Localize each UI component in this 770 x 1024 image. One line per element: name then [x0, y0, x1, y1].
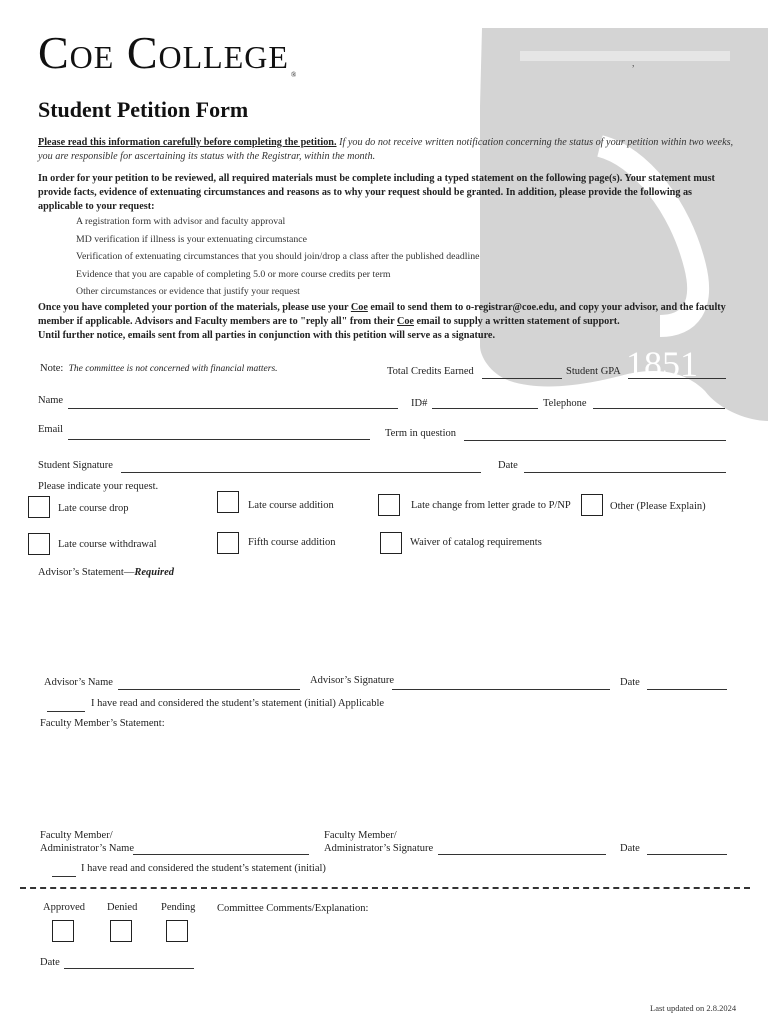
term-label: Term in question	[385, 428, 457, 439]
name-field[interactable]	[68, 408, 398, 409]
other-label: Other (Please Explain)	[610, 501, 706, 512]
list-item: Other circumstances or evidence that justify your request	[76, 286, 300, 298]
faculty-signature-field[interactable]	[438, 854, 606, 855]
faculty-name-field[interactable]	[133, 854, 309, 855]
late-addition-checkbox[interactable]	[217, 491, 239, 513]
faculty-initial-text: I have read and considered the student’s statement (initial)	[81, 863, 326, 874]
telephone-label: Telephone	[543, 398, 587, 409]
advisor-name-label: Advisor’s Name	[44, 677, 113, 688]
advisor-date-label: Date	[620, 677, 640, 688]
college-logo: Coe College ®	[38, 27, 298, 79]
faculty-statement-label: Faculty Member’s Statement:	[40, 718, 165, 729]
faculty-date-field[interactable]	[647, 854, 727, 855]
student-gpa-field[interactable]	[628, 378, 726, 379]
email-label: Email	[38, 424, 64, 435]
fifth-course-checkbox[interactable]	[217, 532, 239, 554]
student-date-field[interactable]	[524, 472, 726, 473]
id-field[interactable]	[432, 408, 538, 409]
watermark-year: 1851	[626, 344, 698, 384]
id-label: ID#	[411, 398, 428, 409]
bell-watermark	[480, 26, 770, 426]
faculty-signature-label: Faculty Member/ Administrator’s Signature	[324, 830, 434, 854]
committee-divider	[20, 887, 750, 889]
student-signature-label: Student Signature	[38, 460, 113, 471]
student-signature-field[interactable]	[121, 472, 481, 473]
list-item: Verification of extenuating circumstances that you should join/drop a class after the published deadline	[76, 251, 480, 263]
registered-mark: ®	[290, 71, 298, 79]
name-label: Name	[38, 395, 64, 406]
late-withdrawal-label: Late course withdrawal	[58, 539, 157, 550]
advisor-signature-field[interactable]	[392, 689, 610, 690]
advisor-initial-text: I have read and considered the student’s statement (initial) Applicable	[91, 698, 385, 709]
submission-instructions: Once you have completed your portion of the materials, please use your Coe email to send them to o-registrar@coe.edu, and copy your advisor, and the faculty member if applicable. Advisors and Faculty members are to "reply all" from their Coe email to supply a written statement of support. Until further notice, emails sent from all parties in conjunction with this petition will serve as a signature.	[38, 302, 726, 341]
denied-label: Denied	[107, 902, 138, 913]
late-addition-label: Late course addition	[248, 500, 334, 511]
advisor-name-field[interactable]	[118, 689, 300, 690]
faculty-date-label: Date	[620, 843, 640, 854]
advisor-signature-label: Advisor’s Signature	[310, 675, 395, 686]
email-field[interactable]	[68, 439, 370, 440]
committee-comments-label: Committee Comments/Explanation:	[217, 903, 369, 914]
pending-checkbox[interactable]	[166, 920, 188, 942]
note: Note: The committee is not concerned with financial matters.	[40, 363, 278, 374]
late-withdrawal-checkbox[interactable]	[28, 533, 50, 555]
request-prompt: Please indicate your request.	[38, 481, 159, 492]
requirements-text: In order for your petition to be reviewed, all required materials must be complete including a typed statement on the following page(s). Your statement must provide facts, evidence of extenuating circumstances and reasons as to why your request should be granted. In addition, please provide the following as applicable to your request:	[38, 173, 715, 212]
advisor-date-field[interactable]	[647, 689, 727, 690]
approved-checkbox[interactable]	[52, 920, 74, 942]
term-field[interactable]	[464, 440, 726, 441]
list-item: A registration form with advisor and faculty approval	[76, 216, 286, 227]
pending-label: Pending	[161, 902, 196, 913]
late-drop-label: Late course drop	[58, 503, 129, 514]
approved-label: Approved	[43, 902, 85, 913]
list-item: Evidence that you are capable of completing 5.0 or more course credits per term	[76, 268, 391, 280]
total-credits-label: Total Credits Earned	[387, 366, 474, 377]
waiver-label: Waiver of catalog requirements	[410, 537, 542, 548]
intro-underlined: Please read this information carefully before completing the petition.	[38, 137, 337, 148]
requirements-list	[76, 213, 479, 301]
telephone-field[interactable]	[593, 408, 725, 409]
form-title: Student Petition Form	[38, 97, 249, 122]
advisor-statement-label: Advisor’s Statement—Required	[38, 567, 175, 578]
watermark-mark: ,	[632, 58, 635, 69]
student-date-label: Date	[498, 460, 518, 471]
last-updated: Last updated on 2.8.2024	[650, 1003, 737, 1013]
other-checkbox[interactable]	[581, 494, 603, 516]
advisor-initial-field[interactable]	[47, 711, 85, 712]
committee-date-field[interactable]	[64, 968, 194, 969]
fifth-course-label: Fifth course addition	[248, 537, 336, 548]
faculty-initial-field[interactable]	[52, 876, 76, 877]
committee-date-label: Date	[40, 957, 60, 968]
list-item: MD verification if illness is your extenuating circumstance	[76, 233, 307, 245]
denied-checkbox[interactable]	[110, 920, 132, 942]
waiver-checkbox[interactable]	[380, 532, 402, 554]
intro-text	[38, 136, 738, 164]
student-gpa-label: Student GPA	[566, 366, 621, 377]
total-credits-field[interactable]	[482, 378, 562, 379]
late-drop-checkbox[interactable]	[28, 496, 50, 518]
faculty-name-label: Faculty Member/ Administrator’s Name	[40, 830, 134, 854]
late-change-checkbox[interactable]	[378, 494, 400, 516]
late-change-label: Late change from letter grade to P/NP	[411, 500, 571, 511]
intro-italic: If you do not receive written notification concerning the status of your petition within two weeks, you are responsible for ascertaining its status with the Registrar, within the month.	[38, 137, 734, 162]
